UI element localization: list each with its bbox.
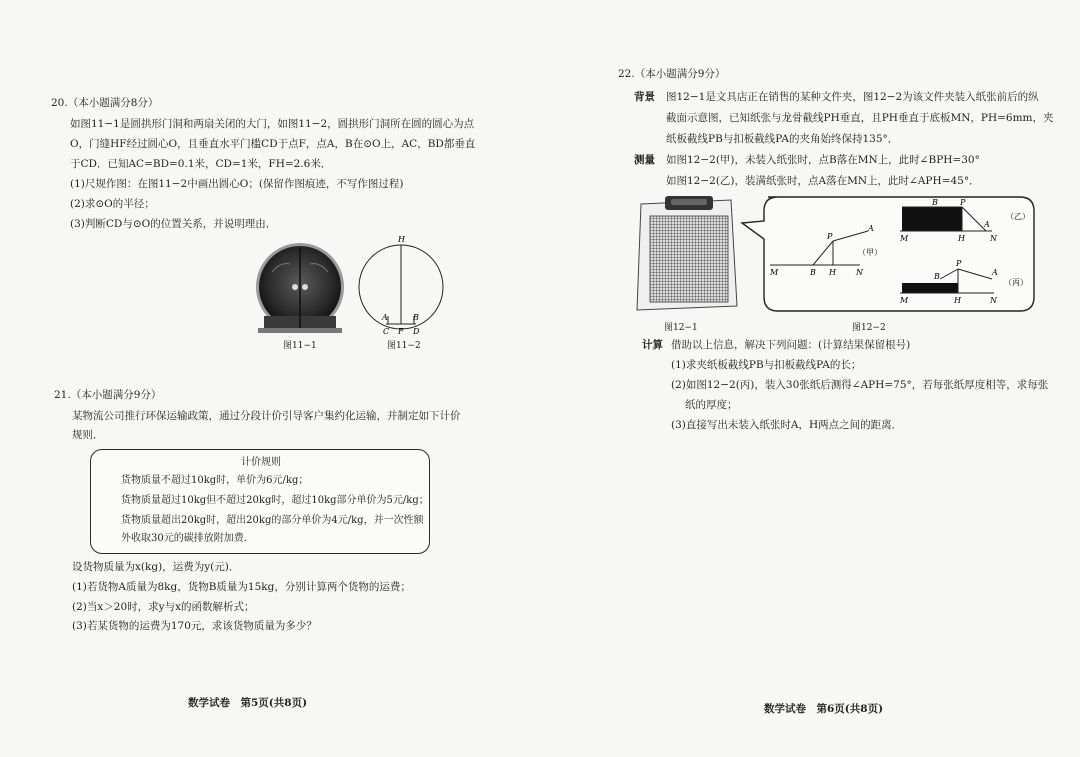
- q20-line-2: O，门缝HF经过圆心O，且垂直水平门槛CD于点F，点A，B在⊙O上，AC，BD都垂直: [70, 138, 476, 150]
- svg-text:A: A: [984, 220, 990, 229]
- label-B: B: [413, 313, 419, 322]
- figure-12-2-diagram: [730, 193, 1040, 317]
- q21-intro-2: 规则．: [72, 429, 104, 441]
- svg-text:P: P: [827, 232, 833, 241]
- q21-header: 21.（本小题满分9分）: [54, 389, 162, 401]
- background-line-3: 纸板截线PB与扣板截线PA的夹角始终保持135°．: [666, 133, 899, 145]
- q22-part-3: (3)直接写出未装入纸张时A，H两点之间的距离．: [671, 419, 903, 431]
- background-label: 背景: [634, 91, 655, 103]
- pricing-rule-line-1: 货物质量不超过10kg时，单价为6元/kg；: [121, 475, 309, 486]
- figure-11-2-diagram: [355, 232, 445, 340]
- svg-text:M: M: [770, 268, 779, 277]
- pricing-rule-line-2: 货物质量超过10kg但不超过20kg时，超过10kg部分单价为5元/kg；: [121, 495, 429, 506]
- calc-label: 计算: [642, 339, 663, 351]
- q21-setup: 设货物质量为x(kg)，运费为y(元)．: [72, 561, 240, 573]
- figure-12-1-folder: [635, 194, 740, 314]
- q20-part-3: (3)判断CD与⊙O的位置关系，并说明理由．: [70, 218, 277, 230]
- pricing-rule-box: [90, 449, 430, 554]
- svg-text:B: B: [934, 272, 940, 281]
- figure-11-1-door-photo: [250, 242, 350, 334]
- measure-label: 测量: [634, 154, 655, 166]
- calc-intro: 借助以上信息，解决下列问题：(计算结果保留根号): [671, 339, 911, 351]
- background-line-2: 截面示意图，已知纸张与龙骨截线PH垂直，且PH垂直于底板MN，PH=6mm，夹: [666, 112, 1054, 124]
- q22-part-2-cont: 纸的厚度；: [685, 399, 738, 411]
- q20-part-1: (1)尺规作图：在图11−2中画出圆心O；(保留作图痕迹，不写作图过程): [70, 178, 404, 190]
- label-yi: （乙）: [1006, 212, 1030, 221]
- measure-line-1: 如图12−2(甲)，未装入纸张时，点B落在MN上，此时∠BPH=30°: [666, 154, 980, 166]
- svg-text:B: B: [810, 268, 816, 277]
- right-page-footer: 数学试卷 第6页(共8页): [764, 703, 884, 715]
- label-D: D: [413, 327, 420, 336]
- svg-text:N: N: [856, 268, 863, 277]
- label-H: H: [398, 235, 405, 244]
- svg-text:H: H: [958, 234, 965, 243]
- svg-text:B: B: [932, 198, 938, 207]
- label-A: A: [382, 313, 388, 322]
- label-F: F: [398, 327, 404, 336]
- svg-text:A: A: [992, 268, 998, 277]
- q22-part-2: (2)如图12−2(丙)，装入30张纸后测得∠APH=75°，若每张纸厚度相等，求每张: [671, 379, 1049, 391]
- q21-intro-1: 某物流公司推行环保运输政策，通过分段计价引导客户集约化运输，并制定如下计价: [72, 410, 461, 422]
- left-page-footer: 数学试卷 第5页(共8页): [188, 697, 308, 709]
- q20-line-1: 如图11−1是圆拱形门洞和两扇关闭的大门，如图11−2，圆拱形门洞所在圆的圆心为点: [70, 118, 475, 130]
- label-bing: （丙）: [1004, 278, 1028, 287]
- q20-part-2: (2)求⊙O的半径；: [70, 198, 155, 210]
- svg-text:P: P: [960, 198, 966, 207]
- measure-line-2: 如图12−2(乙)，装满纸张时，点A落在MN上，此时∠APH=45°．: [666, 175, 980, 187]
- svg-text:N: N: [990, 296, 997, 305]
- svg-text:P: P: [956, 259, 962, 268]
- pricing-rule-line-3: 货物质量超出20kg时，超出20kg的部分单价为4元/kg，并一次性额: [121, 515, 424, 526]
- svg-text:M: M: [900, 296, 909, 305]
- q21-part-2: (2)当x＞20时，求y与x的函数解析式；: [72, 601, 255, 613]
- svg-text:H: H: [829, 268, 836, 277]
- q20-header: 20.（本小题满分8分）: [51, 97, 159, 109]
- figure-11-2-caption: 图11−2: [387, 341, 421, 351]
- figure-12-1-caption: 图12−1: [664, 323, 698, 333]
- svg-text:M: M: [900, 234, 909, 243]
- svg-text:N: N: [990, 234, 997, 243]
- pricing-rule-line-4: 外收取30元的碳排放附加费．: [121, 533, 254, 544]
- background-line-1: 图12−1是文具店正在销售的某种文件夹，图12−2为该文件夹装入纸张前后的纵: [666, 91, 1039, 103]
- label-C: C: [383, 327, 390, 336]
- figure-11-1-caption: 图11−1: [283, 341, 317, 351]
- svg-text:H: H: [954, 296, 961, 305]
- figure-12-2-caption: 图12−2: [852, 323, 886, 333]
- q20-line-3: 于CD．已知AC=BD=0.1米，CD=1米，FH=2.6米．: [70, 158, 332, 170]
- q22-part-1: (1)求夹纸板截线PB与扣板截线PA的长；: [671, 359, 862, 371]
- svg-text:A: A: [868, 224, 874, 233]
- pricing-rule-title: 计价规则: [241, 457, 281, 468]
- q21-part-3: (3)若某货物的运费为170元，求该货物质量为多少？: [72, 620, 317, 632]
- q22-header: 22.（本小题满分9分）: [618, 68, 726, 80]
- right-page: [540, 0, 1080, 757]
- q21-part-1: (1)若货物A质量为8kg，货物B质量为15kg，分别计算两个货物的运费；: [72, 581, 411, 593]
- label-jia: （甲）: [858, 248, 882, 257]
